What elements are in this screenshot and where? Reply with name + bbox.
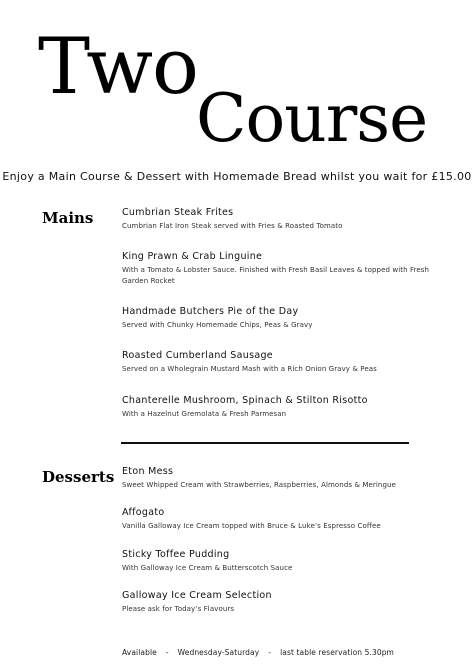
title-course: Course (196, 80, 428, 157)
menu-item (122, 251, 442, 287)
footer-days: Wednesday-Saturday (177, 648, 260, 657)
menu-item (122, 395, 442, 420)
mains-heading: Mains (42, 209, 94, 227)
item-name: Chanterelle Mushroom, Spinach & Stilton Risotto (122, 395, 368, 406)
item-name: Affogato (122, 507, 165, 518)
item-name: Handmade Butchers Pie of the Day (122, 306, 299, 317)
item-name: Cumbrian Steak Frites (122, 207, 234, 218)
item-description: Served on a Wholegrain Mustard Mash with a Rich Onion Gravy & Peas (122, 365, 377, 373)
item-name: Eton Mess (122, 466, 174, 477)
item-description: Please ask for Today’s Flavours (122, 605, 235, 613)
item-description: Sweet Whipped Cream with Strawberries, Raspberries, Almonds & Meringue (122, 481, 396, 489)
availability-footer (122, 648, 394, 657)
item-description: Cumbrian Flat Iron Steak served with Fries & Roasted Tomato (122, 222, 343, 230)
item-description: With a Hazelnut Gremolata & Fresh Parmesan (122, 410, 287, 418)
item-name: King Prawn & Crab Linguine (122, 251, 263, 262)
menu-item (122, 207, 442, 232)
menu-item (122, 466, 442, 491)
item-name: Roasted Cumberland Sausage (122, 350, 273, 361)
footer-label: Available (122, 648, 157, 657)
item-description: With a Tomato & Lobster Sauce. Finished with Fresh Basil Leaves & topped with Fresh Garden Rocket (122, 266, 430, 285)
item-name: Galloway Ice Cream Selection (122, 590, 272, 601)
item-description: With Galloway Ice Cream & Butterscotch Sauce (122, 564, 293, 572)
section-divider (121, 442, 409, 444)
menu-item (122, 590, 442, 615)
title-two: Two (38, 22, 198, 112)
item-description: Vanilla Galloway Ice Cream topped with Bruce & Luke’s Espresso Coffee (122, 522, 381, 530)
item-description: Served with Chunky Homemade Chips, Peas & Gravy (122, 321, 313, 329)
footer-note: last table reservation 5.30pm (280, 648, 394, 657)
menu-item (122, 507, 442, 532)
offer-subtitle: Enjoy a Main Course & Dessert with Homemade Bread whilst you wait for £15.00 (2, 170, 472, 183)
menu-item (122, 306, 442, 331)
menu-item (122, 350, 442, 375)
item-name: Sticky Toffee Pudding (122, 549, 230, 560)
menu-item (122, 549, 442, 574)
footer-separator: - (165, 648, 169, 657)
desserts-heading: Desserts (42, 468, 115, 486)
footer-separator: - (268, 648, 272, 657)
